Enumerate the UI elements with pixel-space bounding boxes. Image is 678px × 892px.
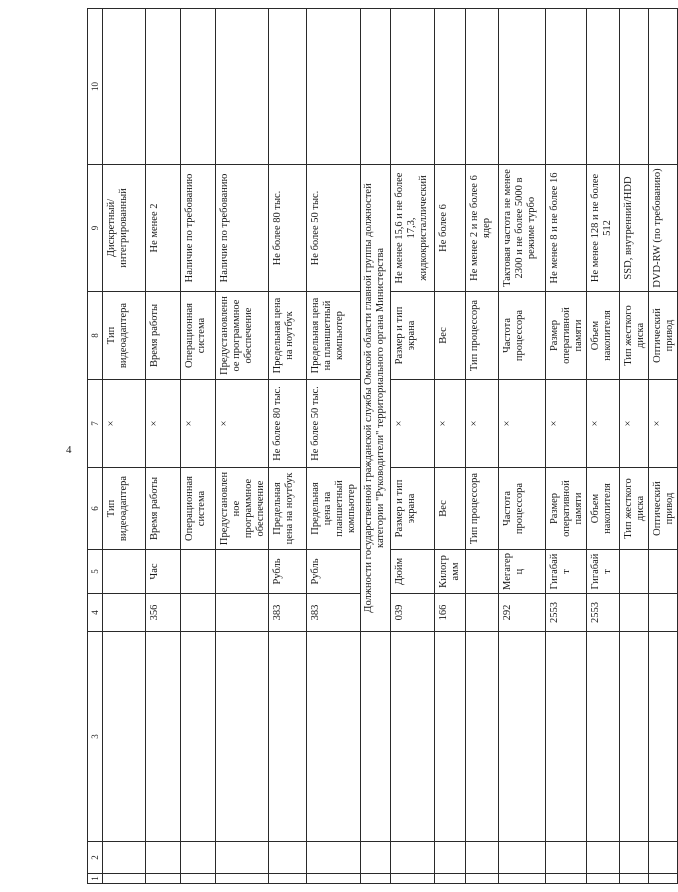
table-cell: Размер оперативной памяти xyxy=(545,468,586,550)
requirements-table xyxy=(87,8,678,884)
table-cell xyxy=(434,9,465,165)
table-cell: 2553 xyxy=(586,594,619,632)
table-cell xyxy=(498,9,545,165)
table-cell: Час xyxy=(146,550,181,594)
table-cell xyxy=(545,874,586,884)
table-cell: × xyxy=(619,380,648,468)
table-cell xyxy=(619,594,648,632)
table-cell: Размер и тип экрана xyxy=(390,468,434,550)
table-cell xyxy=(465,594,498,632)
table-cell xyxy=(103,842,146,874)
table-cell: × xyxy=(545,380,586,468)
table-cell xyxy=(465,9,498,165)
table-cell: Операционная система xyxy=(181,292,216,380)
table-cell: Гигабайт xyxy=(545,550,586,594)
table-cell xyxy=(146,632,181,842)
table-cell xyxy=(146,874,181,884)
table-cell xyxy=(498,842,545,874)
table-cell xyxy=(103,874,146,884)
column-number-row xyxy=(88,9,103,884)
table-cell: Не более 50 тыс. xyxy=(307,165,360,292)
table-cell xyxy=(216,594,269,632)
table-cell: Мегагерц xyxy=(498,550,545,594)
table-cell: Тип жесткого диска xyxy=(619,468,648,550)
table-cell xyxy=(181,632,216,842)
table-cell: Не более 6 xyxy=(434,165,465,292)
table-cell xyxy=(648,842,677,874)
table-cell xyxy=(103,594,146,632)
table-cell: Не менее 2 и не более 6 ядер xyxy=(465,165,498,292)
table-row xyxy=(216,9,269,884)
table-cell: Дискретный/ интегрированный xyxy=(103,165,146,292)
table-cell xyxy=(545,632,586,842)
table-cell: Не более 80 тыс. xyxy=(269,380,307,468)
table-cell xyxy=(648,594,677,632)
table-cell xyxy=(619,842,648,874)
table-row xyxy=(307,9,360,884)
table-cell xyxy=(146,842,181,874)
table-row xyxy=(648,9,677,884)
table-cell xyxy=(390,874,434,884)
table-cell: Килограмм xyxy=(434,550,465,594)
col-num: 7 xyxy=(88,380,103,468)
col-num: 10 xyxy=(88,9,103,165)
table-cell xyxy=(307,842,360,874)
table-row xyxy=(269,9,307,884)
col-num: 3 xyxy=(88,632,103,842)
table-cell xyxy=(498,632,545,842)
table-cell: Предельная цена на ноутбук xyxy=(269,292,307,380)
table-cell xyxy=(181,842,216,874)
table-row xyxy=(498,9,545,884)
table-cell: Не менее 128 и не более 512 xyxy=(586,165,619,292)
table-cell: Размер оперативной памяти xyxy=(545,292,586,380)
table-cell xyxy=(648,632,677,842)
table-row xyxy=(545,9,586,884)
table-cell: × xyxy=(216,380,269,468)
table-cell: Не более 50 тыс. xyxy=(307,380,360,468)
table-row xyxy=(181,9,216,884)
rotated-table-wrapper xyxy=(87,9,675,884)
table-cell: Тип видеоадаптера xyxy=(103,292,146,380)
table-cell: Время работы xyxy=(146,292,181,380)
table-cell: × xyxy=(465,380,498,468)
table-cell: × xyxy=(146,380,181,468)
table-cell xyxy=(465,842,498,874)
table-cell: Наличие по требованию xyxy=(216,165,269,292)
table-cell xyxy=(269,632,307,842)
table-cell xyxy=(216,632,269,842)
table-cell: 356 xyxy=(146,594,181,632)
table-cell: 383 xyxy=(307,594,360,632)
table-cell xyxy=(648,550,677,594)
col-num: 8 xyxy=(88,292,103,380)
table-cell xyxy=(465,550,498,594)
table-cell xyxy=(103,9,146,165)
table-cell: Рубль xyxy=(269,550,307,594)
table-cell xyxy=(307,632,360,842)
table-cell xyxy=(434,632,465,842)
section-row xyxy=(360,9,390,884)
table-cell xyxy=(619,632,648,842)
table-cell: × xyxy=(103,380,146,468)
table-cell xyxy=(307,874,360,884)
table-cell xyxy=(181,874,216,884)
table-cell: Не менее 15,6 и не более 17,3, жидкокристаллический xyxy=(390,165,434,292)
table-cell xyxy=(216,550,269,594)
table-cell: Тактовая частота не менее 2300 и не более 5000 в режиме турбо xyxy=(498,165,545,292)
table-cell: Время работы xyxy=(146,468,181,550)
table-cell: × xyxy=(181,380,216,468)
page-number: 4 xyxy=(66,444,72,456)
table-cell xyxy=(360,874,390,884)
table-cell xyxy=(545,9,586,165)
table-cell: 039 xyxy=(390,594,434,632)
table-cell: 292 xyxy=(498,594,545,632)
table-cell: Гигабайт xyxy=(586,550,619,594)
table-cell: Предустановленное программное обеспечение xyxy=(216,292,269,380)
table-cell: 383 xyxy=(269,594,307,632)
table-cell: Дюйм xyxy=(390,550,434,594)
table-cell xyxy=(648,874,677,884)
table-cell: Оптический привод xyxy=(648,292,677,380)
table-cell xyxy=(434,842,465,874)
table-cell: Тип жесткого диска xyxy=(619,292,648,380)
table-cell xyxy=(216,842,269,874)
table-cell: Объем накопителя xyxy=(586,292,619,380)
table-cell xyxy=(269,874,307,884)
col-num: 9 xyxy=(88,165,103,292)
table-cell: × xyxy=(498,380,545,468)
table-cell: Вес xyxy=(434,468,465,550)
table-cell xyxy=(181,550,216,594)
table-cell: 2553 xyxy=(545,594,586,632)
table-cell: × xyxy=(648,380,677,468)
table-cell: Рубль xyxy=(307,550,360,594)
table-cell: Предельная цена на ноутбук xyxy=(269,468,307,550)
table-cell xyxy=(586,842,619,874)
table-cell xyxy=(146,9,181,165)
table-cell xyxy=(360,632,390,842)
table-cell xyxy=(307,9,360,165)
table-row xyxy=(434,9,465,884)
col-num: 6 xyxy=(88,468,103,550)
table-cell: Наличие по требованию xyxy=(181,165,216,292)
table-cell xyxy=(181,9,216,165)
table-cell xyxy=(498,874,545,884)
table-cell: Операционная система xyxy=(181,468,216,550)
section-title: Должности государственной гражданской службы Омской области главной группы должностей категории "Руководители" территориального органа Министерства xyxy=(360,165,390,632)
table-cell: Объем накопителя xyxy=(586,468,619,550)
table-cell xyxy=(619,9,648,165)
table-cell xyxy=(619,874,648,884)
table-row xyxy=(390,9,434,884)
table-cell xyxy=(269,842,307,874)
table-cell xyxy=(216,874,269,884)
table-cell xyxy=(619,550,648,594)
table-cell xyxy=(360,842,390,874)
table-row xyxy=(103,9,146,884)
col-num: 4 xyxy=(88,594,103,632)
table-cell xyxy=(586,632,619,842)
table-cell: Тип процессора xyxy=(465,468,498,550)
table-cell: × xyxy=(586,380,619,468)
table-cell xyxy=(545,842,586,874)
table-cell xyxy=(465,632,498,842)
table-cell: DVD-RW (по требованию) xyxy=(648,165,677,292)
table-cell xyxy=(648,9,677,165)
table-cell: Частота процессора xyxy=(498,468,545,550)
table-cell xyxy=(360,9,390,165)
table-cell: Предельная цена на планшетный компьютер xyxy=(307,292,360,380)
table-row xyxy=(586,9,619,884)
table-cell: Не менее 2 xyxy=(146,165,181,292)
table-cell xyxy=(390,842,434,874)
table-cell: Оптический привод xyxy=(648,468,677,550)
table-cell: Частота процессора xyxy=(498,292,545,380)
table-cell: Не более 80 тыс. xyxy=(269,165,307,292)
table-cell xyxy=(103,632,146,842)
table-cell: Тип видеоадаптера xyxy=(103,468,146,550)
table-cell: Тип процессора xyxy=(465,292,498,380)
table-cell: × xyxy=(434,380,465,468)
table-cell: Вес xyxy=(434,292,465,380)
table-cell xyxy=(434,874,465,884)
table-cell xyxy=(390,632,434,842)
col-num: 5 xyxy=(88,550,103,594)
table-cell: × xyxy=(390,380,434,468)
table-row xyxy=(465,9,498,884)
table-cell: Не менее 8 и не более 16 xyxy=(545,165,586,292)
table-cell: Размер и тип экрана xyxy=(390,292,434,380)
table-cell: Предельная цена на планшетный компьютер xyxy=(307,468,360,550)
table-cell: 166 xyxy=(434,594,465,632)
table-cell xyxy=(269,9,307,165)
table-cell xyxy=(216,9,269,165)
table-cell: SSD, внутренний/HDD xyxy=(619,165,648,292)
table-cell xyxy=(390,9,434,165)
table-cell xyxy=(586,874,619,884)
table-cell xyxy=(465,874,498,884)
table-cell xyxy=(181,594,216,632)
table-cell xyxy=(103,550,146,594)
col-num: 1 xyxy=(88,874,103,884)
table-row xyxy=(619,9,648,884)
col-num: 2 xyxy=(88,842,103,874)
table-row xyxy=(146,9,181,884)
table-cell: Предустановленное программное обеспечение xyxy=(216,468,269,550)
table-cell xyxy=(586,9,619,165)
